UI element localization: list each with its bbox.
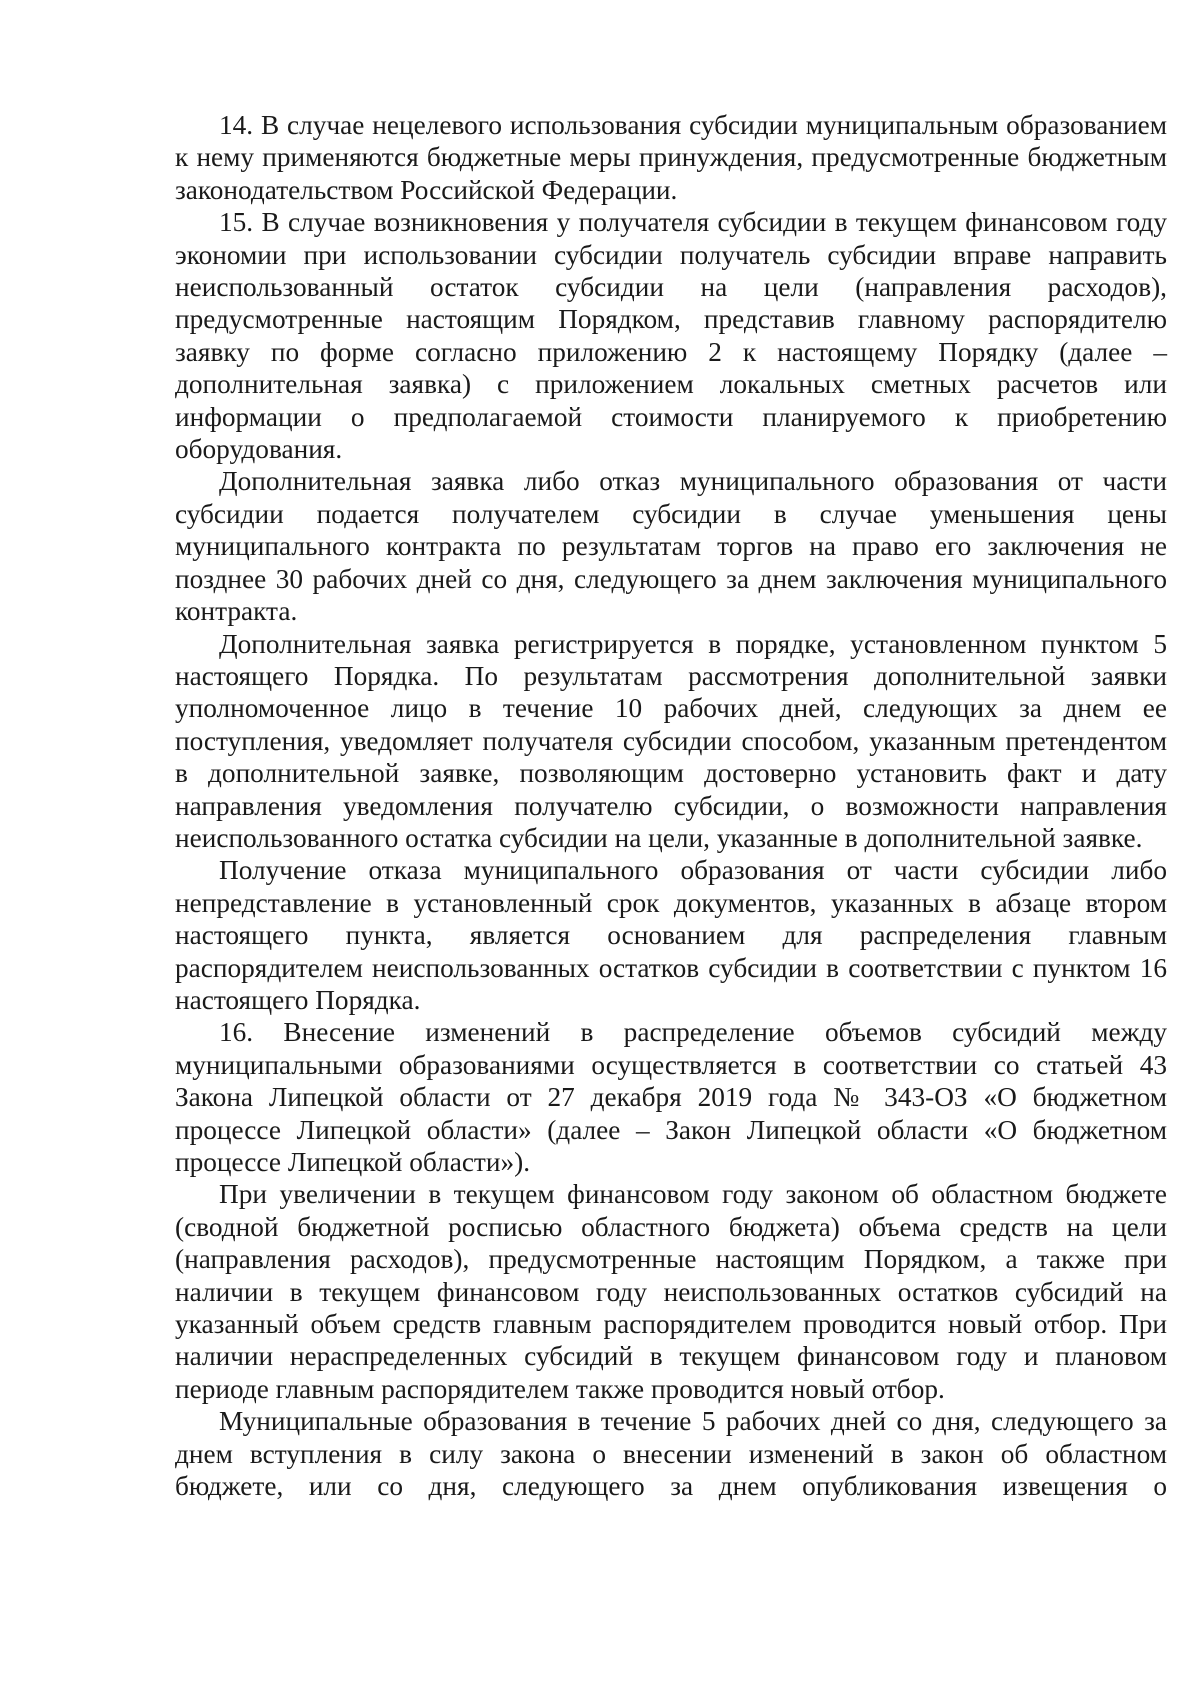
paragraph-item-14: 14. В случае нецелевого использования субсидии муниципальным образованием к нему применяются бюджетные меры принуждения, предусмотренные бюджетным законодательством Российской Федерации. — [175, 110, 1167, 205]
paragraph-municipal-deadline: Муниципальные образования в течение 5 рабочих дней со дня, следующего за днем вступления в силу закона о внесении изменений в закон об областном бюджете, или со дня, следующего за днем опубликования извещения о — [175, 1406, 1167, 1502]
document-body — [175, 109, 1167, 1502]
paragraph-item-15: 15. В случае возникновения у получателя субсидии в текущем финансовом году экономии при использовании субсидии получатель субсидии вправе направить неиспользованный остаток субсидии на цели (направления расходов), предусмотренные настоящим Порядком, представив главному распорядителю заявку по форме согласно приложению 2 к настоящему Порядку (далее – дополнительная заявка) с приложением локальных сметных расчетов или информации о предполагаемой стоимости планируемого к приобретению оборудования. — [175, 207, 1167, 465]
paragraph-additional-request-registration: Дополнительная заявка регистрируется в порядке, установленном пунктом 5 настоящего Порядка. По результатам рассмотрения дополнительной заявки уполномоченное лицо в течение 10 рабочих дней, следующих за днем ее поступления, уведомляет получателя субсидии способом, указанным претендентом в дополнительной заявке, позволяющим достоверно установить факт и дату направления уведомления получателю субсидии, о возможности направления неиспользованного остатка субсидии на цели, указанные в дополнительной заявке. — [175, 628, 1167, 853]
paragraph-item-16: 16. Внесение изменений в распределение объемов субсидий между муниципальными образованиями осуществляется в соответствии со статьей 43 Закона Липецкой области от 27 декабря 2019 года № 343-ОЗ «О бюджетном процессе Липецкой области» (далее – Закон Липецкой области «О бюджетном процессе Липецкой области»). — [175, 1017, 1167, 1177]
paragraph-new-selection: При увеличении в текущем финансовом году законом об областном бюджете (сводной бюджетной росписью областного бюджета) объема средств на цели (направления расходов), предусмотренные настоящим Порядком, а также при наличии в текущем финансовом году неиспользованных остатков субсидий на указанный объем средств главным распорядителем проводится новый отбор. При наличии нераспределенных субсидий в текущем финансовом году и плановом периоде главным распорядителем также проводится новый отбор. — [175, 1179, 1167, 1404]
paragraph-additional-request-deadline: Дополнительная заявка либо отказ муниципального образования от части субсидии подается получателем субсидии в случае уменьшения цены муниципального контракта по результатам торгов на право его заключения не позднее 30 рабочих дней со дня, следующего за днем заключения муниципального контракта. — [175, 466, 1167, 627]
paragraph-refusal-consequences: Получение отказа муниципального образования от части субсидии либо непредставление в установленный срок документов, указанных в абзаце втором настоящего пункта, является основанием для распределения главным распорядителем неиспользованных остатков субсидии в соответствии с пунктом 16 настоящего Порядка. — [175, 855, 1167, 1015]
